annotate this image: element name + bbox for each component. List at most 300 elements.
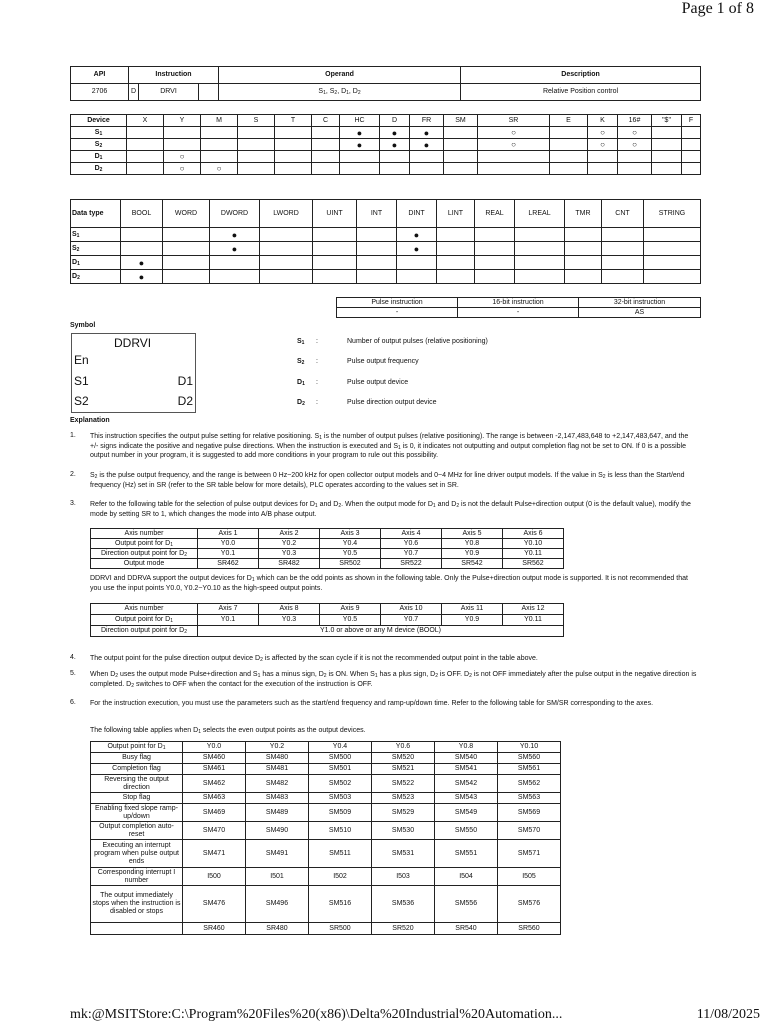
data-type-header-cell: LINT <box>437 200 475 228</box>
device-cell: ● <box>380 139 410 151</box>
flag-cell: SM511 <box>309 840 372 868</box>
axis-cell: Y0.3 <box>259 549 320 559</box>
data-type-cell <box>163 228 210 242</box>
device-cell <box>682 151 701 163</box>
flag-cell: SM571 <box>498 840 561 868</box>
explanation-paragraph-4: The output point for the pulse direction output device $D_2$ is affected by the scan cycle if it is not the recommended output point in the table above. <box>90 655 538 663</box>
axis-cell: Axis 2 <box>259 529 320 539</box>
symbol-pin-d1: D1 <box>177 374 193 388</box>
axis-cell: Axis 7 <box>198 604 259 615</box>
bit16-header: 16-bit instruction <box>458 298 579 308</box>
axis-cell: Axis 4 <box>381 529 442 539</box>
device-cell: ○ <box>588 139 618 151</box>
odd-points-note: DDRVI and DDRVA support the output devices for $D_1$ which can be the odd points as shown in the following table. Only the Pulse+direction output mode is supported. It is not recommended that you use the input points Y0.0, Y0.2~Y0.10 as the high-speed output points. <box>90 575 688 592</box>
flag-cell: SM516 <box>309 886 372 923</box>
device-header-cell: M <box>201 115 238 127</box>
flag-cell: I505 <box>498 868 561 886</box>
flag-cell: SM529 <box>372 804 435 822</box>
flag-cell: I503 <box>372 868 435 886</box>
flag-cell: I504 <box>435 868 498 886</box>
data-type-cell <box>602 228 644 242</box>
device-row <box>71 163 701 175</box>
data-type-cell <box>357 228 397 242</box>
data-type-header-cell: BOOL <box>121 200 163 228</box>
device-header-cell: X <box>127 115 164 127</box>
bit32-header: 32-bit instruction <box>579 298 701 308</box>
data-type-row <box>71 270 701 284</box>
device-header-cell: K <box>588 115 618 127</box>
operand-label: $S_2$ <box>71 242 121 256</box>
device-cell <box>444 127 478 139</box>
flag-cell: SM502 <box>309 775 372 793</box>
symbol-pin-s2: S2 <box>74 394 89 408</box>
axis-row <box>91 615 564 626</box>
item-number-5: 5. <box>70 670 76 677</box>
flag-cell: SM576 <box>498 886 561 923</box>
data-type-header-cell: DWORD <box>210 200 260 228</box>
flag-cell: I501 <box>246 868 309 886</box>
data-type-header-cell: TMR <box>565 200 602 228</box>
flag-cell: SR500 <box>309 923 372 935</box>
data-type-header-cell: LREAL <box>515 200 565 228</box>
axis-cell: Y0.6 <box>381 539 442 549</box>
data-type-row <box>71 256 701 270</box>
axis-cell: Axis number <box>91 529 198 539</box>
data-type-cell <box>602 242 644 256</box>
data-type-cell <box>644 228 701 242</box>
flag-row <box>91 868 561 886</box>
device-cell <box>652 151 682 163</box>
axis-cell: Y0.7 <box>381 615 442 626</box>
data-type-cell <box>644 242 701 256</box>
operand-colon: : <box>316 399 318 406</box>
device-cell <box>275 163 312 175</box>
device-cell <box>618 163 652 175</box>
data-type-cell: ● <box>121 256 163 270</box>
device-cell <box>380 163 410 175</box>
flag-cell: SM543 <box>435 793 498 804</box>
axis-cell: Y0.8 <box>442 539 503 549</box>
operand-name: $D_2$ <box>297 399 305 407</box>
operand-label: $D_2$ <box>71 163 127 175</box>
axis-cell: Y0.11 <box>503 615 564 626</box>
device-cell <box>127 127 164 139</box>
flag-cell: SR460 <box>183 923 246 935</box>
flag-row <box>91 886 561 923</box>
flag-table <box>90 741 561 935</box>
device-cell <box>238 127 275 139</box>
flag-cell: SM551 <box>435 840 498 868</box>
operand-name: $D_1$ <box>297 379 305 387</box>
symbol-pin-en: En <box>74 353 89 367</box>
axis-cell: Y0.2 <box>259 539 320 549</box>
data-type-cell: ● <box>397 242 437 256</box>
device-cell <box>312 163 340 175</box>
device-header-cell: S <box>238 115 275 127</box>
flag-cell: Completion flag <box>91 764 183 775</box>
explanation-paragraph-1: This instruction specifies the output pulse setting for relative positioning. $S_1$ is the number of output pulses (relative positioning). The range is between -2,147,483,648 to +2,147,483,647, and the +/- signs indicate the positive and negative pulse directions. When the instruction is executed and $S_1$ is 0, it indicates not outputting and output completion flag not be set to ON. If 0 is a possible output number in your program, it is suggested to add more conditions in your program to rule out this possibility. <box>90 433 689 459</box>
axis-cell: Output point for $D_1$ <box>91 615 198 626</box>
device-cell <box>164 127 201 139</box>
flag-cell: The output immediately stops when the instruction is disabled or stops <box>91 886 183 923</box>
axis-row <box>91 559 564 569</box>
operand-colon: : <box>316 379 318 386</box>
flag-cell: Stop flag <box>91 793 183 804</box>
data-type-cell <box>260 270 313 284</box>
axis-cell: Output point for $D_1$ <box>91 539 198 549</box>
operand-description: Pulse output device <box>347 379 409 386</box>
flag-cell: SM509 <box>309 804 372 822</box>
device-cell: ○ <box>478 127 550 139</box>
flag-cell: SM470 <box>183 822 246 840</box>
device-row <box>71 151 701 163</box>
bit16-value: - <box>458 308 579 318</box>
explanation-paragraph-2: $S_2$ is the pulse output frequency, and the range is between 0 Hz~200 kHz for open collector output models and 0~4 MHz for line driver output models. If the value in $S_2$ is less than the Start/end frequency (Hz) set in SR (refer to the SR table below for more details), PLC operates according to the values set in SR. <box>90 472 685 489</box>
data-type-cell: ● <box>210 242 260 256</box>
flag-cell: SM476 <box>183 886 246 923</box>
flag-cell: SR540 <box>435 923 498 935</box>
flag-cell: Corresponding interrupt I number <box>91 868 183 886</box>
axis-cell: Y0.9 <box>442 615 503 626</box>
flag-cell: SM480 <box>246 753 309 764</box>
item-number-1: 1. <box>70 432 76 439</box>
data-type-cell <box>565 228 602 242</box>
device-cell <box>275 151 312 163</box>
pulse-instruction-header: Pulse instruction <box>337 298 458 308</box>
api-number: 2706 <box>71 84 129 101</box>
device-header-cell: D <box>380 115 410 127</box>
data-type-cell <box>565 256 602 270</box>
data-type-cell <box>515 242 565 256</box>
device-cell <box>444 139 478 151</box>
data-type-row <box>71 242 701 256</box>
flag-cell: SM482 <box>246 775 309 793</box>
axis-cell: Y0.3 <box>259 615 320 626</box>
instruction-prefix: D <box>129 84 139 101</box>
flag-row <box>91 764 561 775</box>
device-header-cell: FR <box>410 115 444 127</box>
device-header-cell: E <box>550 115 588 127</box>
device-cell <box>340 151 380 163</box>
data-type-cell <box>260 228 313 242</box>
flag-cell: SM563 <box>498 793 561 804</box>
data-type-cell <box>210 256 260 270</box>
device-cell <box>312 139 340 151</box>
device-cell <box>410 163 444 175</box>
flag-cell: SM570 <box>498 822 561 840</box>
data-type-cell <box>260 242 313 256</box>
device-header-cell: "$" <box>652 115 682 127</box>
operand-description: Pulse output frequency <box>347 358 419 365</box>
device-header-cell: SR <box>478 115 550 127</box>
operand-name: $S_1$ <box>297 338 305 346</box>
flag-cell: SM510 <box>309 822 372 840</box>
flag-cell: Y0.0 <box>183 742 246 753</box>
flag-cell: I502 <box>309 868 372 886</box>
axis-cell: Axis 9 <box>320 604 381 615</box>
instruction-name: DRVI <box>139 84 199 101</box>
device-header-cell: 16# <box>618 115 652 127</box>
device-cell <box>201 151 238 163</box>
device-cell: ○ <box>618 127 652 139</box>
device-cell <box>652 163 682 175</box>
flag-cell: SM460 <box>183 753 246 764</box>
axis-cell: SR522 <box>381 559 442 569</box>
symbol-pin-d2: D2 <box>177 394 193 408</box>
axis-cell: SR502 <box>320 559 381 569</box>
device-cell <box>164 139 201 151</box>
flag-cell: SM520 <box>372 753 435 764</box>
axis-cell: Direction output point for $D_2$ <box>91 549 198 559</box>
flag-cell: SM522 <box>372 775 435 793</box>
instruction-header: Instruction <box>129 67 219 84</box>
data-type-header-cell: Data type <box>71 200 121 228</box>
device-cell <box>238 163 275 175</box>
axis-cell: Y0.1 <box>198 549 259 559</box>
device-cell <box>238 151 275 163</box>
operand-label: $S_2$ <box>71 139 127 151</box>
device-cell <box>550 163 588 175</box>
data-type-cell <box>313 270 357 284</box>
data-type-cell <box>437 256 475 270</box>
data-type-header-cell: UINT <box>313 200 357 228</box>
flag-cell: SM541 <box>435 764 498 775</box>
flag-cell: SM491 <box>246 840 309 868</box>
operand-label: $D_1$ <box>71 256 121 270</box>
symbol-heading: Symbol <box>70 322 96 329</box>
device-header-cell: Device <box>71 115 127 127</box>
axis-cell: Y0.4 <box>320 539 381 549</box>
data-type-cell <box>163 256 210 270</box>
data-type-cell <box>644 270 701 284</box>
axis-cell: Axis 3 <box>320 529 381 539</box>
axis-cell: Y0.1 <box>198 615 259 626</box>
data-type-cell <box>121 242 163 256</box>
footer <box>70 1007 760 1023</box>
data-type-cell <box>644 256 701 270</box>
flag-cell: SM569 <box>498 804 561 822</box>
item-number-3: 3. <box>70 500 76 507</box>
device-cell: ○ <box>618 139 652 151</box>
data-type-header-cell: INT <box>357 200 397 228</box>
flag-row <box>91 923 561 935</box>
device-cell <box>550 139 588 151</box>
data-type-cell <box>163 270 210 284</box>
api-header: API <box>71 67 129 84</box>
footer-path: mk:@MSITStore:C:\Program%20Files%20(x86)\Delta%20Industrial%20Automation... <box>70 1007 563 1022</box>
data-type-header-cell: LWORD <box>260 200 313 228</box>
data-type-cell <box>121 228 163 242</box>
device-cell <box>682 163 701 175</box>
flag-cell: Output completion auto-reset <box>91 822 183 840</box>
operand-colon: : <box>316 358 318 365</box>
data-type-cell <box>475 242 515 256</box>
flag-cell: Output point for $D_1$ <box>91 742 183 753</box>
device-cell <box>127 151 164 163</box>
description-text: Relative Position control <box>461 84 701 101</box>
axis-cell: Output mode <box>91 559 198 569</box>
axis-cell: Axis 8 <box>259 604 320 615</box>
device-cell: ○ <box>164 151 201 163</box>
data-type-header-cell: STRING <box>644 200 701 228</box>
device-cell <box>275 127 312 139</box>
axis-cell: Y0.7 <box>381 549 442 559</box>
symbol-pin-s1: S1 <box>74 374 89 388</box>
data-type-row <box>71 228 701 242</box>
device-header-cell: HC <box>340 115 380 127</box>
device-cell <box>618 151 652 163</box>
operand-list: $S_1$, $S_2$, $D_1$, $D_2$ <box>219 84 461 101</box>
data-type-cell <box>437 242 475 256</box>
device-cell <box>652 127 682 139</box>
device-row <box>71 127 701 139</box>
data-type-header-cell: WORD <box>163 200 210 228</box>
flag-cell: SM542 <box>435 775 498 793</box>
footer-date: 11/08/2025 <box>696 1007 760 1022</box>
device-cell: ● <box>380 127 410 139</box>
flag-row <box>91 822 561 840</box>
item-number-4: 4. <box>70 654 76 661</box>
symbol-title: DDRVI <box>114 336 152 350</box>
operand-name: $S_2$ <box>297 358 305 366</box>
flag-cell: SM469 <box>183 804 246 822</box>
device-cell <box>340 163 380 175</box>
data-type-cell <box>313 256 357 270</box>
flag-cell: SM562 <box>498 775 561 793</box>
flag-cell: Y0.4 <box>309 742 372 753</box>
device-cell <box>201 139 238 151</box>
flag-cell: Y0.2 <box>246 742 309 753</box>
axis-cell: SR542 <box>442 559 503 569</box>
operand-label: $S_1$ <box>71 127 127 139</box>
axis-cell: Axis 10 <box>381 604 442 615</box>
axis-cell: Y0.11 <box>503 549 564 559</box>
explanation-paragraph-6: For the instruction execution, you must use the parameters such as the start/end frequency and ramp-up/down time. Refer to the following table for SM/SR corresponding to the axes. <box>90 700 654 707</box>
axis-cell: SR482 <box>259 559 320 569</box>
device-cell: ○ <box>164 163 201 175</box>
axis-cell: Y0.10 <box>503 539 564 549</box>
device-cell <box>444 163 478 175</box>
flag-cell: Executing an interrupt program when pulse output ends <box>91 840 183 868</box>
flag-row <box>91 840 561 868</box>
flag-cell: SM471 <box>183 840 246 868</box>
axis-cell: Y0.0 <box>198 539 259 549</box>
flag-cell: SM501 <box>309 764 372 775</box>
operand-label: $S_1$ <box>71 228 121 242</box>
device-cell <box>478 163 550 175</box>
device-cell: ● <box>410 139 444 151</box>
flag-cell: SR520 <box>372 923 435 935</box>
device-cell <box>238 139 275 151</box>
flag-row <box>91 793 561 804</box>
flag-cell: SM556 <box>435 886 498 923</box>
device-cell <box>380 151 410 163</box>
data-type-header-cell: REAL <box>475 200 515 228</box>
operand-description: Number of output pulses (relative positioning) <box>347 338 488 345</box>
flag-cell: SR480 <box>246 923 309 935</box>
explanation-heading: Explanation <box>70 417 110 424</box>
flag-cell: Busy flag <box>91 753 183 764</box>
flag-cell: SM550 <box>435 822 498 840</box>
flag-row <box>91 775 561 793</box>
axis-row <box>91 604 564 615</box>
data-type-cell <box>357 242 397 256</box>
operand-description: Pulse direction output device <box>347 399 437 406</box>
flag-cell: SM503 <box>309 793 372 804</box>
data-type-cell: ● <box>210 228 260 242</box>
device-row <box>71 139 701 151</box>
data-type-cell <box>313 242 357 256</box>
device-cell <box>127 163 164 175</box>
data-type-cell <box>565 270 602 284</box>
axis-cell: Y1.0 or above or any M device (BOOL) <box>198 626 564 637</box>
flag-cell: SM462 <box>183 775 246 793</box>
axis-cell: SR562 <box>503 559 564 569</box>
device-cell <box>312 151 340 163</box>
data-type-cell <box>515 270 565 284</box>
device-cell <box>588 151 618 163</box>
data-type-cell <box>397 256 437 270</box>
device-cell <box>682 139 701 151</box>
data-type-cell <box>515 256 565 270</box>
item-number-2: 2. <box>70 471 76 478</box>
flag-cell: SM540 <box>435 753 498 764</box>
data-type-cell <box>357 270 397 284</box>
page-number: Page 1 of 8 <box>681 0 754 17</box>
explanation-paragraph-5: When $D_2$ uses the output mode Pulse+direction and $S_1$ has a minus sign, $D_2$ is ON. When $S_1$ has a plus sign, $D_2$ is OFF. $D_2$ is not OFF immediately after the pulse output in the negative direction is completed. $D_2$ switches to OFF when the contact for the execution of the instruction is OFF. <box>90 671 697 689</box>
axis-cell: Direction output point for $D_2$ <box>91 626 198 637</box>
flag-row <box>91 804 561 822</box>
flag-cell: Enabling fixed slope ramp-up/down <box>91 804 183 822</box>
device-cell <box>201 127 238 139</box>
device-header-cell: SM <box>444 115 478 127</box>
device-cell <box>682 127 701 139</box>
pulse-instruction-value: - <box>337 308 458 318</box>
flag-cell: SM500 <box>309 753 372 764</box>
data-type-cell: ● <box>121 270 163 284</box>
data-type-cell <box>210 270 260 284</box>
instruction-symbol <box>71 333 196 413</box>
data-type-cell <box>602 256 644 270</box>
device-cell: ○ <box>588 127 618 139</box>
flag-cell: SM490 <box>246 822 309 840</box>
data-type-cell <box>475 270 515 284</box>
axis-cell: Axis 11 <box>442 604 503 615</box>
axis-cell: Axis 12 <box>503 604 564 615</box>
explanation-paragraph-6b: The following table applies when $D_1$ selects the even output points as the output devices. <box>90 727 366 735</box>
device-cell <box>444 151 478 163</box>
flag-cell: Y0.6 <box>372 742 435 753</box>
device-cell: ○ <box>478 139 550 151</box>
bit32-value: AS <box>579 308 701 318</box>
flag-row <box>91 753 561 764</box>
data-type-table <box>70 199 701 284</box>
device-cell <box>478 151 550 163</box>
description-header: Description <box>461 67 701 84</box>
flag-cell: SM461 <box>183 764 246 775</box>
explanation-paragraph-3: Refer to the following table for the selection of pulse output devices for $D_1$ and $D_2$. When the output mode for $D_1$ and $D_2$ is not the default Pulse+direction output (0 is the default value), modify the mode by setting SR to 1, which changes the mode into A/B phase output. <box>90 501 691 518</box>
device-cell <box>652 139 682 151</box>
flag-cell: Reversing the output direction <box>91 775 183 793</box>
flag-cell: SM483 <box>246 793 309 804</box>
flag-cell <box>91 923 183 935</box>
data-type-cell <box>313 228 357 242</box>
item-number-6: 6. <box>70 699 76 706</box>
flag-cell: SM521 <box>372 764 435 775</box>
axis-cell: Axis number <box>91 604 198 615</box>
device-header-cell: C <box>312 115 340 127</box>
data-type-cell <box>397 270 437 284</box>
